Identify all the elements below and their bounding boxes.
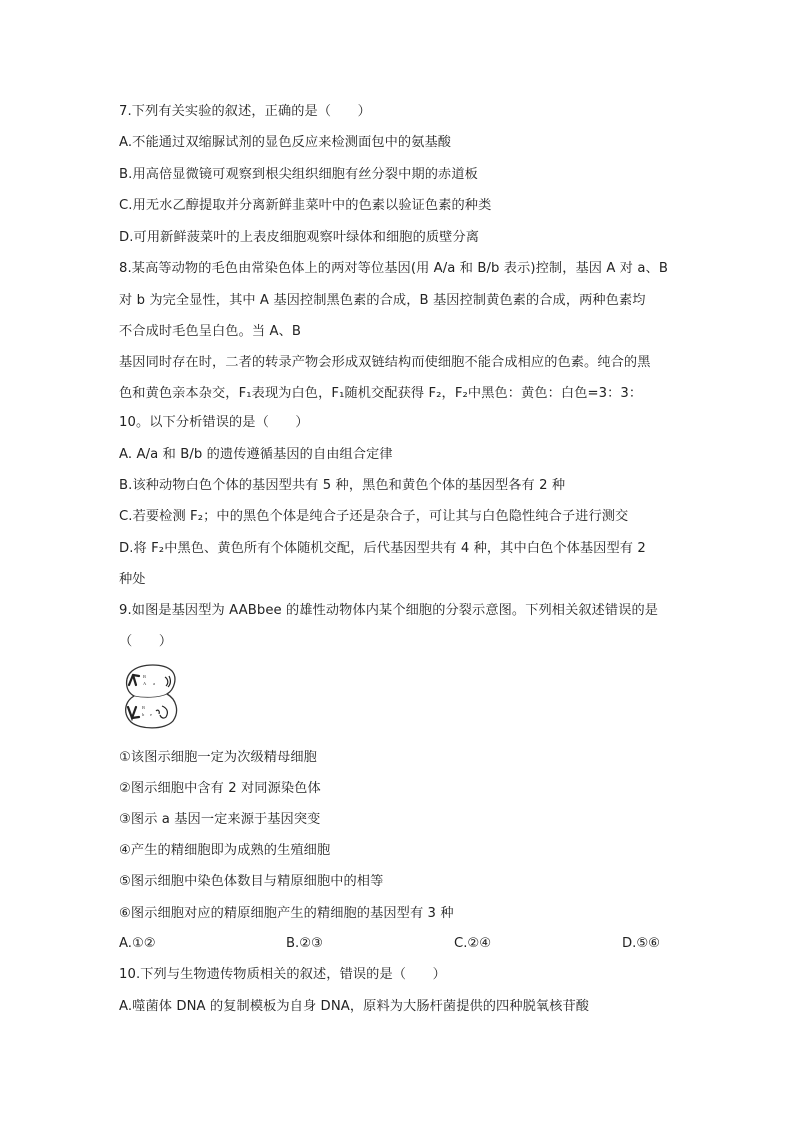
q10-option-a: A.噬菌体 DNA 的复制模板为自身 DNA，原料为大肠杆菌提供的四种脱氧核苷酸 [119, 999, 590, 1014]
q9-statement-2: ②图示细胞中含有 2 对同源染色体 [119, 781, 321, 796]
q9-option-b: B.②③ [286, 936, 323, 951]
figure-label-6: e [150, 712, 152, 717]
q9-statement-4: ④产生的精细胞即为成熟的生殖细胞 [119, 843, 331, 858]
figure-label-4: B [142, 705, 146, 710]
q9-statement-3: ③图示 a 基因一定来源于基因突变 [119, 812, 321, 827]
figure-label-2: A [143, 681, 147, 686]
q9-option-a: A.①② [119, 936, 156, 951]
q7-option-b: B.用高倍显微镜可观察到根尖组织细胞有丝分裂中期的赤道板 [119, 167, 478, 182]
q7-stem: 7.下列有关实验的叙述，正确的是（ ） [119, 104, 371, 119]
q9-statement-1: ①该图示细胞一定为次级精母细胞 [119, 750, 317, 765]
q8-stem-line-2: 对 b 为完全显性，其中 A 基因控制黑色素的合成，B 基因控制黄色素的合成，两种色素均 [119, 293, 646, 308]
q7-option-a: A.不能通过双缩脲试剂的显色反应来检测面包中的氨基酸 [119, 135, 452, 150]
q8-option-b: B.该种动物白色个体的基因型共有 5 种，黑色和黄色个体的基因型各有 2 种 [119, 478, 566, 493]
figure-label-5: b [142, 712, 145, 717]
q9-statement-6: ⑥图示细胞对应的精原细胞产生的精细胞的基因型有 3 种 [119, 906, 454, 921]
q7-option-c: C.用无水乙醇提取并分离新鲜韭菜叶中的色素以验证色素的种类 [119, 198, 492, 213]
q9-stem-line-2: （ ） [119, 634, 173, 649]
q8-stem-line-5: 色和黄色亲本杂交，F₁表现为白色，F₁随机交配获得 F₂，F₂中黑色：黄色：白色=3：3： [119, 386, 643, 401]
chromosome-bottom-left [128, 707, 139, 718]
q7-option-d: D.可用新鲜菠菜叶的上表皮细胞观察叶绿体和细胞的质壁分离 [119, 230, 480, 245]
q8-stem-line-6: 10。以下分析错误的是（ ） [119, 415, 309, 430]
chromosome-bottom-right [156, 706, 167, 718]
chromosome-top-left [129, 675, 139, 685]
q9-option-c: C.②④ [454, 936, 492, 951]
q8-stem-line-4: 基因同时存在时，二者的转录产物会形成双链结构而使细胞不能合成相应的色素。纯合的黑 [119, 355, 651, 370]
cell-division-figure [120, 663, 182, 731]
q8-option-d-line-2: 种处 [119, 572, 146, 587]
q9-stem-line-1: 9.如图是基因型为 AABbee 的雄性动物体内某个细胞的分裂示意图。下列相关叙述错误的是 [119, 603, 659, 618]
q9-statement-5: ⑤图示细胞中染色体数目与精原细胞中的相等 [119, 874, 384, 889]
q8-stem-line-3: 不合成时毛色呈白色。当 A、B [119, 324, 302, 339]
q8-option-d-line-1: D.将 F₂中黑色、黄色所有个体随机交配，后代基因型共有 4 种，其中白色个体基因型有 2 [119, 541, 646, 556]
q9-option-d: D.⑤⑥ [622, 936, 660, 951]
figure-label-1: B [143, 674, 147, 679]
figure-label-3: a [153, 681, 155, 686]
chromosome-top-right [165, 676, 170, 687]
q8-option-c: C.若要检测 F₂；中的黑色个体是纯合子还是杂合子，可让其与白色隐性纯合子进行测交 [119, 509, 629, 524]
cell-furrow [134, 694, 167, 697]
q8-stem-line-1: 8.某高等动物的毛色由常染色体上的两对等位基因(用 A/a 和 B/b 表示)控制，基因 A 对 a、B [119, 261, 668, 276]
q8-option-a: A. A/a 和 B/b 的遗传遵循基因的自由组合定律 [119, 447, 393, 462]
q10-stem: 10.下列与生物遗传物质相关的叙述，错误的是（ ） [119, 967, 446, 982]
